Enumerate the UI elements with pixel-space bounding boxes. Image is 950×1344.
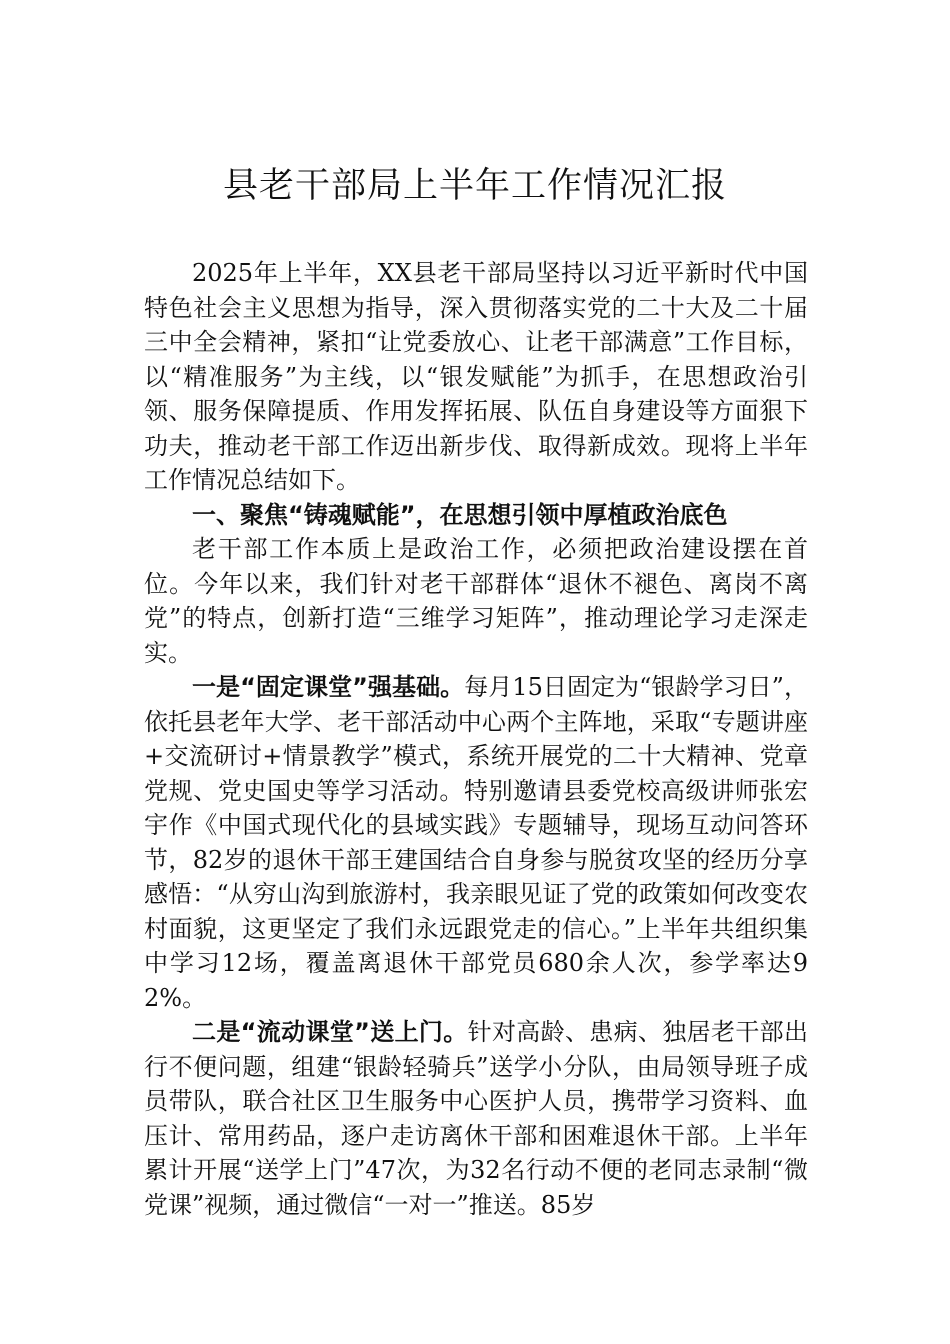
section-1-heading: 一、聚焦“铸魂赋能”，在思想引领中厚植政治底色 bbox=[192, 500, 728, 529]
item-2-paragraph bbox=[144, 1015, 808, 1222]
item-2-text: 针对高龄、患病、独居老干部出行不便问题，组建“银龄轻骑兵”送学小分队，由局领导班子成员带队，联合社区卫生服务中心医护人员，携带学习资料、血压计、常用药品，逐户走访离休干部和困难退休干部。上半年累计开展“送学上门”47次，为32名行动不便的老同志录制“微党课”视频，通过微信“一对一”推送。85岁 bbox=[144, 1018, 809, 1219]
item-1-paragraph bbox=[144, 670, 808, 1015]
document-body bbox=[144, 256, 808, 1222]
intro-paragraph: 2025年上半年，XX县老干部局坚持以习近平新时代中国特色社会主义思想为指导，深入贯彻落实党的二十大及二十届三中全会精神，紧扣“让党委放心、让老干部满意”工作目标，以“精准服务”为主线，以“银发赋能”为抓手，在思想政治引领、服务保障提质、作用发挥拓展、队伍自身建设等方面狠下功夫，推动老干部工作迈出新步伐、取得新成效。现将上半年工作情况总结如下。 bbox=[144, 259, 808, 494]
item-2-lead: 二是“流动课堂”送上门。 bbox=[192, 1018, 468, 1046]
document-title: 县老干部局上半年工作情况汇报 bbox=[222, 166, 727, 206]
section-1-paragraph: 老干部工作本质上是政治工作，必须把政治建设摆在首位。今年以来，我们针对老干部群体“退休不褪色、离岗不离党”的特点，创新打造“三维学习矩阵”，推动理论学习走深走实。 bbox=[144, 535, 808, 667]
item-1-text: 每月15日固定为“银龄学习日”，依托县老年大学、老干部活动中心两个主阵地，采取“专题讲座+交流研讨+情景教学”模式，系统开展党的二十大精神、党章党规、党史国史等学习活动。特别邀请县委党校高级讲师张宏宇作《中国式现代化的县域实践》专题辅导，现场互动问答环节，82岁的退休干部王建国结合自身参与脱贫攻坚的经历分享感悟：“从穷山沟到旅游村，我亲眼见证了党的政策如何改变农村面貌，这更坚定了我们永远跟党走的信心。”上半年共组织集中学习12场，覆盖离退休干部党员680余人次，参学率达92%。 bbox=[144, 673, 809, 1012]
item-1-lead: 一是“固定课堂”强基础。 bbox=[192, 673, 465, 701]
